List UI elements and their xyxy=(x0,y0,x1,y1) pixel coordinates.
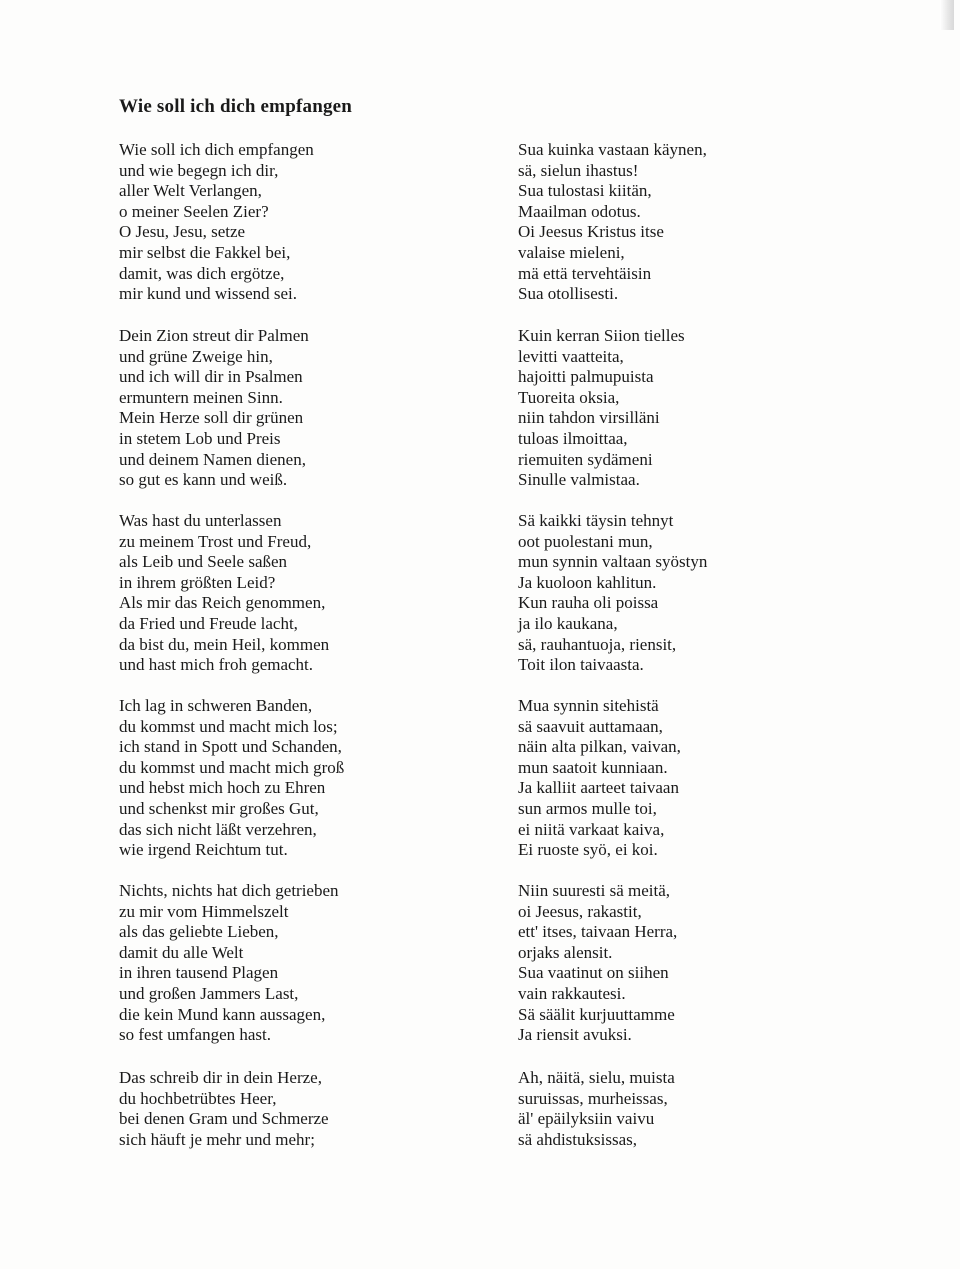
german-verse-line: in ihren tausend Plagen xyxy=(119,963,279,983)
german-verse-line: als Leib und Seele saßen xyxy=(119,552,288,572)
finnish-verse-line: Sua tulostasi kiitän, xyxy=(518,181,652,201)
german-verse-line: in ihrem größten Leid? xyxy=(119,572,276,592)
finnish-verse-line: Sä säälit kurjuuttamme xyxy=(518,1004,675,1024)
german-verse-line: bei denen Gram und Schmerze xyxy=(119,1109,329,1129)
german-verse-line: zu mir vom Himmelszelt xyxy=(119,901,289,921)
finnish-verse-line: niin tahdon virsilläni xyxy=(518,408,660,428)
finnish-verse-line: Toit ilon taivaasta. xyxy=(518,655,644,675)
finnish-verse-line: vain rakkautesi. xyxy=(518,983,626,1003)
german-verse-line: o meiner Seelen Zier? xyxy=(119,201,269,221)
finnish-verse-line: Sä kaikki täysin tehnyt xyxy=(518,511,674,530)
finnish-verse-line: sä, rauhantuoja, riensit, xyxy=(518,634,677,654)
german-verse-line: mir kund und wissend sei. xyxy=(119,284,298,304)
finnish-verse-line: Sua otollisesti. xyxy=(518,284,619,304)
german-verse-line: und ich will dir in Psalmen xyxy=(119,367,303,387)
finnish-verse-line: Ja kalliit aarteet taivaan xyxy=(518,778,679,798)
german-verse-line: sich häuft je mehr und mehr; xyxy=(119,1129,315,1149)
finnish-verse-line: sä ahdistuksissas, xyxy=(518,1129,637,1149)
german-verse-line: und hast mich froh gemacht. xyxy=(119,655,314,675)
german-stanza-5 xyxy=(119,881,339,1046)
finnish-verse-line: Ei ruoste syö, ei koi. xyxy=(518,840,658,860)
finnish-verse-line: Kun rauha oli poissa xyxy=(518,593,659,613)
german-verse-line: mir selbst die Fakkel bei, xyxy=(119,242,291,262)
german-verse-line: zu meinem Trost und Freud, xyxy=(119,531,312,551)
finnish-verse-line: Oi Jeesus Kristus itse xyxy=(518,222,664,242)
finnish-verse-line: tuloas ilmoittaa, xyxy=(518,428,628,448)
finnish-verse-line: Niin suuresti sä meitä, xyxy=(518,881,671,900)
german-verse-line: Dein Zion streut dir Palmen xyxy=(119,326,309,345)
german-stanza-4 xyxy=(119,696,344,861)
german-verse-line: so gut es kann und weiß. xyxy=(119,470,288,490)
finnish-verse-line: sä, sielun ihastus! xyxy=(518,160,639,180)
german-stanza-6 xyxy=(119,1068,329,1150)
german-verse-line: ermuntern meinen Sinn. xyxy=(119,387,283,407)
finnish-verse-line: oot puolestani mun, xyxy=(518,531,653,551)
german-verse-line: Mein Herze soll dir grünen xyxy=(119,408,304,428)
finnish-verse-line: Kuin kerran Siion tielles xyxy=(518,326,685,345)
german-verse-line: Wie soll ich dich empfangen xyxy=(119,140,314,159)
finnish-verse-line: mun saatoit kunniaan. xyxy=(518,757,668,777)
german-verse-line: du kommst und macht mich los; xyxy=(119,716,338,736)
german-verse-line: und hebst mich hoch zu Ehren xyxy=(119,778,326,798)
finnish-verse-line: mä että tervehtäisin xyxy=(518,263,652,283)
german-verse-line: Was hast du unterlassen xyxy=(119,511,282,530)
finnish-stanza-5 xyxy=(518,881,677,1046)
german-stanza-2 xyxy=(119,326,309,491)
german-verse-line: O Jesu, Jesu, setze xyxy=(119,222,246,242)
german-verse-line: Als mir das Reich genommen, xyxy=(119,593,326,613)
finnish-verse-line: oi Jeesus, rakastit, xyxy=(518,901,642,921)
german-verse-line: du hochbetrübtes Heer, xyxy=(119,1088,277,1108)
finnish-verse-line: sun armos mulle toi, xyxy=(518,798,657,818)
german-verse-line: Ich lag in schweren Banden, xyxy=(119,696,313,715)
finnish-verse-line: ja ilo kaukana, xyxy=(518,613,618,633)
finnish-stanza-6 xyxy=(518,1068,675,1150)
german-verse-line: damit, was dich ergötze, xyxy=(119,263,285,283)
scan-edge-shadow xyxy=(940,0,954,30)
german-verse-line: du kommst und macht mich groß xyxy=(119,757,345,777)
finnish-stanza-1 xyxy=(518,140,707,305)
finnish-verse-line: äl' epäilyksiin vaivu xyxy=(518,1109,655,1129)
german-verse-line: und schenkst mir großes Gut, xyxy=(119,798,319,818)
finnish-verse-line: Mua synnin sitehistä xyxy=(518,696,659,715)
finnish-verse-line: Ja riensit avuksi. xyxy=(518,1025,632,1045)
german-verse-line: damit du alle Welt xyxy=(119,942,244,962)
finnish-verse-line: hajoitti palmupuista xyxy=(518,367,654,387)
finnish-verse-line: mun synnin valtaan syöstyn xyxy=(518,552,708,572)
finnish-verse-line: orjaks alensit. xyxy=(518,942,613,962)
finnish-verse-line: Ah, näitä, sielu, muista xyxy=(518,1068,675,1087)
german-stanza-1 xyxy=(119,140,314,305)
german-verse-line: das sich nicht läßt verzehren, xyxy=(119,819,317,839)
finnish-verse-line: Sinulle valmistaa. xyxy=(518,470,640,490)
german-verse-line: und großen Jammers Last, xyxy=(119,983,299,1003)
finnish-verse-line: valaise mieleni, xyxy=(518,242,625,262)
finnish-verse-line: näin alta pilkan, vaivan, xyxy=(518,737,681,757)
finnish-verse-line: levitti vaatteita, xyxy=(518,346,624,366)
german-verse-line: Das schreib dir in dein Herze, xyxy=(119,1068,322,1087)
finnish-stanza-2 xyxy=(518,326,685,491)
finnish-verse-line: Tuoreita oksia, xyxy=(518,387,620,407)
finnish-verse-line: suruissas, murheissas, xyxy=(518,1088,668,1108)
german-verse-line: da Fried und Freude lacht, xyxy=(119,613,298,633)
finnish-verse-line: ett' itses, taivaan Herra, xyxy=(518,922,678,942)
german-verse-line: in stetem Lob und Preis xyxy=(119,428,281,448)
finnish-verse-line: Ja kuoloon kahlitun. xyxy=(518,572,657,592)
german-verse-line: da bist du, mein Heil, kommen xyxy=(119,634,330,654)
german-verse-line: und deinem Namen dienen, xyxy=(119,449,306,469)
german-verse-line: so fest umfangen hast. xyxy=(119,1025,272,1045)
finnish-stanza-3 xyxy=(518,511,707,676)
german-verse-line: wie irgend Reichtum tut. xyxy=(119,840,288,860)
finnish-verse-line: Maailman odotus. xyxy=(518,201,641,221)
finnish-verse-line: Sua kuinka vastaan käynen, xyxy=(518,140,707,159)
finnish-stanza-4 xyxy=(518,696,681,861)
german-verse-line: aller Welt Verlangen, xyxy=(119,181,262,201)
german-verse-line: und grüne Zweige hin, xyxy=(119,346,273,366)
german-verse-line: die kein Mund kann aussagen, xyxy=(119,1004,326,1024)
finnish-verse-line: sä saavuit auttamaan, xyxy=(518,716,663,736)
page-title: Wie soll ich dich empfangen xyxy=(119,96,353,117)
german-stanza-3 xyxy=(119,511,329,676)
finnish-verse-line: riemuiten sydämeni xyxy=(518,449,653,469)
german-verse-line: und wie begegn ich dir, xyxy=(119,160,279,180)
finnish-verse-line: ei niitä varkaat kaiva, xyxy=(518,819,665,839)
german-verse-line: als das geliebte Lieben, xyxy=(119,922,279,942)
finnish-verse-line: Sua vaatinut on siihen xyxy=(518,963,669,983)
german-verse-line: ich stand in Spott und Schanden, xyxy=(119,737,342,757)
german-verse-line: Nichts, nichts hat dich getrieben xyxy=(119,881,339,900)
